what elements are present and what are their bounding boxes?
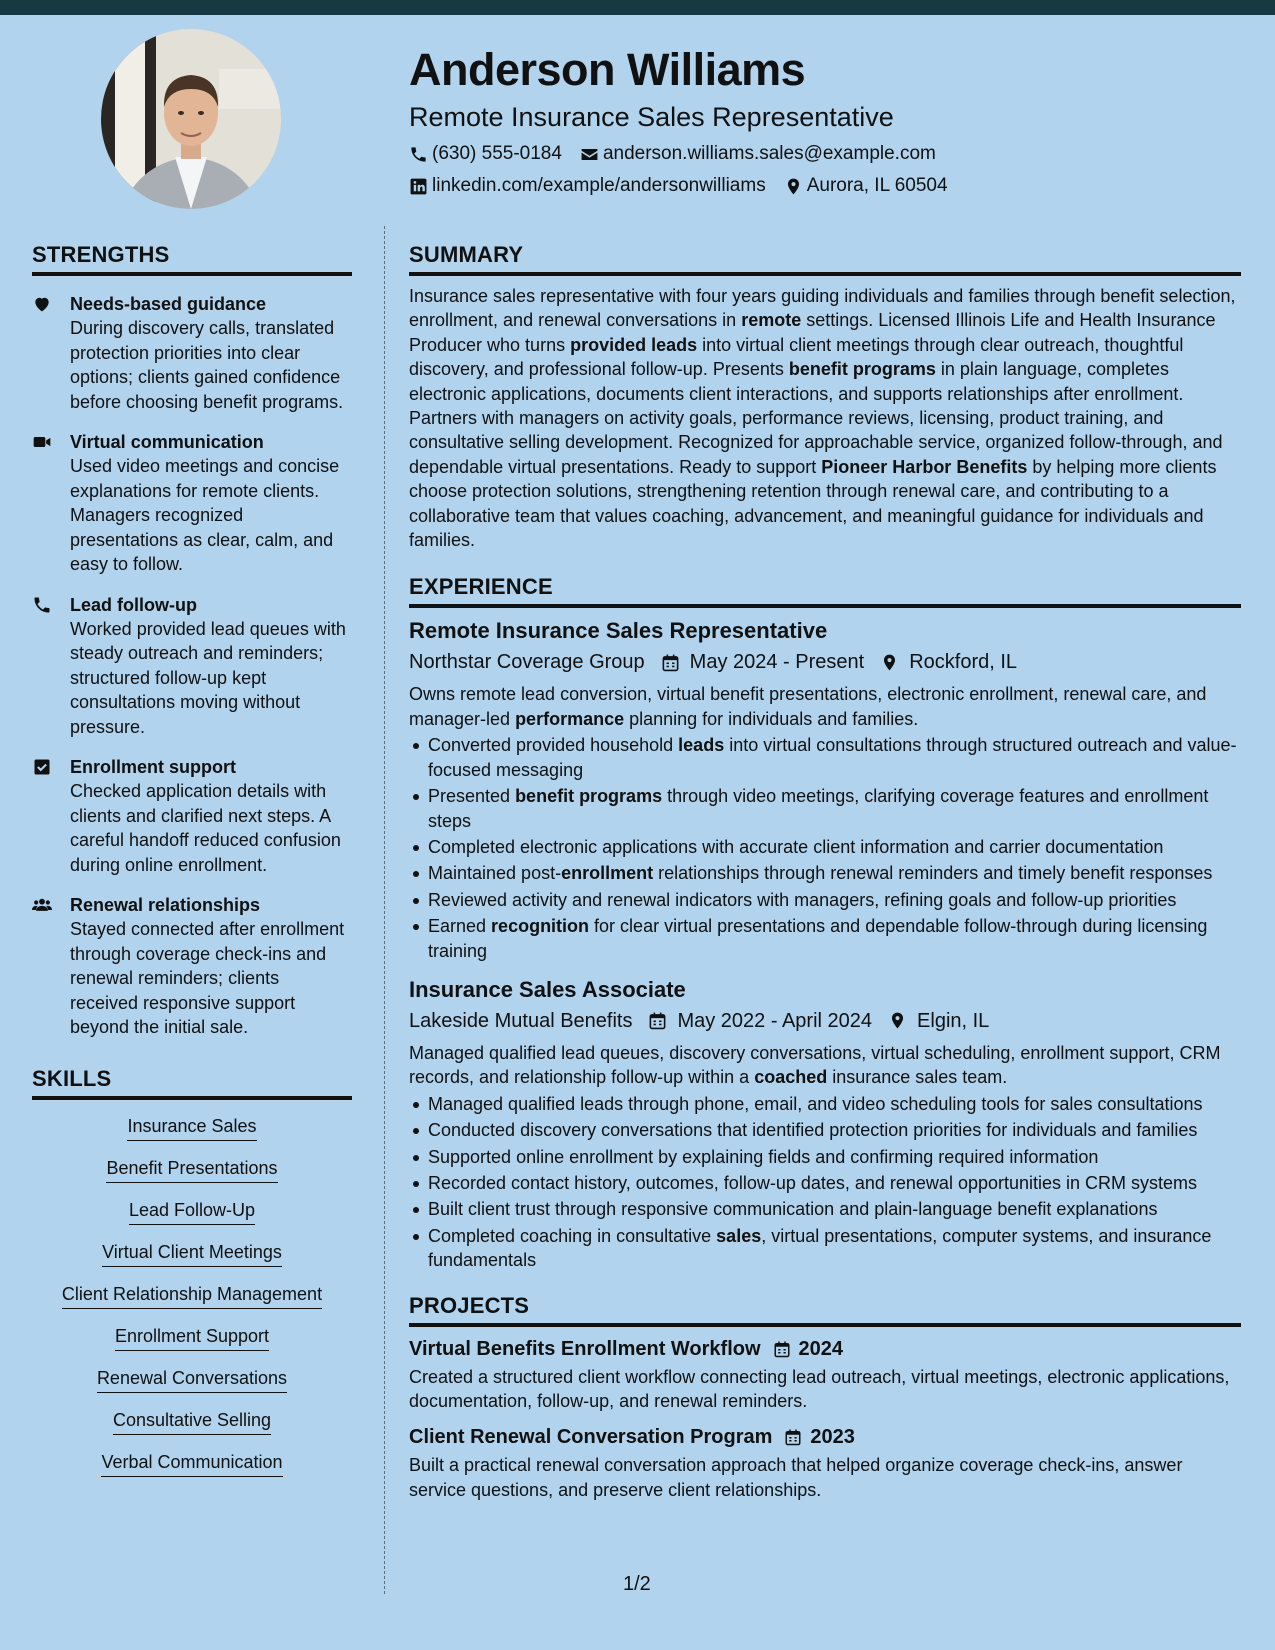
email-text: anderson.williams.sales@example.com	[602, 143, 936, 164]
job-title: Remote Insurance Sales Representative	[409, 618, 828, 644]
calendar-icon	[773, 1340, 791, 1358]
bullet-item: Recorded contact history, outcomes, follow-up dates, and renewal opportunities in CRM systems	[409, 1171, 1241, 1195]
phone-text: (630) 555-0184	[432, 143, 562, 164]
job-bullets	[409, 1092, 1241, 1273]
strength-desc: Worked provided lead queues with steady outreach and reminders; structured follow-up kept consultations moving without pressure.	[70, 618, 346, 737]
project-entry	[409, 1335, 1241, 1414]
bullet-item: Earned recognition for clear virtual presentations and dependable follow-through during licensing training	[409, 914, 1241, 963]
contact-phone[interactable]	[409, 142, 562, 166]
strength-desc: During discovery calls, translated protection priorities into clear options; clients gained confidence before choosing benefit programs.	[70, 318, 344, 412]
skill-item: Renewal Conversations	[97, 1366, 287, 1393]
skill-item: Insurance Sales	[127, 1114, 256, 1141]
calendar-icon	[661, 653, 680, 672]
users-icon	[32, 895, 52, 915]
project-header	[409, 1335, 1241, 1363]
experience-heading: EXPERIENCE	[409, 572, 1241, 608]
project-description: Created a structured client workflow connecting lead outreach, virtual meetings, electronic applications, documentation, follow-up, and renewal reminders.	[409, 1366, 1230, 1411]
contact-location	[784, 174, 948, 198]
phone-icon	[32, 595, 52, 615]
project-title: Virtual Benefits Enrollment Workflow	[409, 1337, 761, 1360]
project-title: Client Renewal Conversation Program	[409, 1426, 773, 1449]
bullet-item: Converted provided household leads into virtual consultations through structured outreach and value-focused messaging	[409, 733, 1241, 782]
map-pin-icon	[784, 177, 803, 196]
strength-desc: Used video meetings and concise explanations for remote clients. Managers recognized presentations as clear, calm, and easy to follow.	[70, 456, 340, 574]
contact-row-2	[409, 174, 1249, 198]
job-dates: May 2024 - Present	[661, 648, 865, 676]
job-company: Northstar Coverage Group	[409, 651, 645, 674]
bullet-item: Supported online enrollment by explaining fields and confirming required information	[409, 1145, 1241, 1169]
bullet-item: Presented benefit programs through video meetings, clarifying coverage features and enrollment steps	[409, 784, 1241, 833]
strength-item	[32, 893, 352, 1040]
strength-item	[32, 755, 352, 877]
resume-header	[409, 42, 1249, 198]
project-year: 2023	[810, 1426, 855, 1449]
skill-item: Verbal Communication	[101, 1450, 282, 1477]
strength-desc: Checked application details with clients and clarified next steps. A careful handoff reduced confusion during online enrollment.	[70, 781, 341, 875]
summary-text: Insurance sales representative with four years guiding individuals and families through benefit selection, enrollment, and renewal conversations in remote settings. Licensed Illinois Life and Health Insurance Producer who turns provided leads into virtual client meetings through clear outreach, thoughtful discovery, and professional follow-up. Presents benefit programs in plain language, completes electronic applications, documents client interactions, and supports relationships after enrollment. Partners with managers on activity goals, performance reviews, licensing, product training, and consultative selling development. Recognized for approachable service, organized follow-through, and dependable virtual presentations. Ready to support Pioneer Harbor Benefits by helping more clients choose protection solutions, strengthening retention through renewal care, and contributing to a collaborative team that values coaching, advancement, and meaningful guidance for individuals and families.	[409, 286, 1236, 551]
left-column	[32, 240, 352, 1477]
strength-title: Renewal relationships	[70, 895, 261, 915]
linkedin-icon	[409, 177, 428, 196]
job-meta	[409, 1007, 1241, 1035]
job-company: Lakeside Mutual Benefits	[409, 1009, 633, 1032]
strength-item	[32, 430, 352, 577]
top-accent-bar	[0, 0, 1275, 15]
envelope-icon	[580, 145, 599, 164]
bullet-item: Reviewed activity and renewal indicators with managers, refining goals and follow-up priorities	[409, 888, 1241, 912]
job-description: Managed qualified lead queues, discovery conversations, virtual scheduling, enrollment support, CRM records, and relationship follow-up within a coached insurance sales team.	[409, 1042, 1221, 1088]
job-meta	[409, 648, 1241, 676]
strength-title: Needs-based guidance	[70, 294, 267, 314]
strengths-heading: STRENGTHS	[32, 240, 352, 276]
bullet-item: Completed electronic applications with accurate client information and carrier documentation	[409, 835, 1241, 859]
skills-list	[32, 1108, 352, 1477]
location-text: Aurora, IL 60504	[806, 175, 948, 196]
skill-item: Consultative Selling	[113, 1408, 271, 1435]
linkedin-text: linkedin.com/example/andersonwilliams	[432, 175, 766, 196]
skill-item: Benefit Presentations	[106, 1156, 277, 1183]
contact-row-1	[409, 142, 1249, 166]
right-column	[409, 240, 1241, 1502]
bullet-item: Built client trust through responsive communication and plain-language benefit explanations	[409, 1197, 1241, 1221]
heart-icon	[32, 294, 52, 314]
strength-title: Lead follow-up	[70, 594, 197, 615]
bullet-item: Conducted discovery conversations that identified protection priorities for individuals and families	[409, 1118, 1241, 1142]
project-description: Built a practical renewal conversation approach that helped organize coverage check-ins, answer service questions, and preserve client relationships.	[409, 1455, 1183, 1500]
profile-photo	[101, 29, 281, 209]
strength-item	[32, 292, 352, 414]
skill-item: Virtual Client Meetings	[102, 1240, 282, 1267]
contact-linkedin[interactable]	[409, 174, 766, 198]
bullet-item: Managed qualified leads through phone, email, and video scheduling tools for sales consultations	[409, 1092, 1241, 1116]
job-entry	[409, 975, 1241, 1273]
skill-item: Client Relationship Management	[62, 1282, 322, 1309]
job-title: Insurance Sales Associate	[409, 976, 686, 1002]
project-entry	[409, 1423, 1241, 1502]
candidate-role: Remote Insurance Sales Representative	[409, 102, 894, 132]
bullet-item: Completed coaching in consultative sales, virtual presentations, computer systems, and insurance fundamentals	[409, 1224, 1241, 1273]
strength-item	[32, 593, 352, 740]
checkbox-icon	[32, 757, 52, 777]
phone-icon	[409, 145, 428, 164]
skill-item: Enrollment Support	[115, 1324, 269, 1351]
map-pin-icon	[880, 653, 899, 672]
job-dates: May 2022 - April 2024	[648, 1007, 872, 1035]
strength-title: Virtual communication	[70, 432, 264, 452]
strength-title: Enrollment support	[70, 757, 236, 777]
candidate-name: Anderson Williams	[409, 44, 806, 95]
summary-heading: SUMMARY	[409, 240, 1241, 276]
column-divider	[384, 226, 385, 1594]
strength-desc: Stayed connected after enrollment through coverage check-ins and renewal reminders; clients received responsive support beyond the initial sale.	[70, 919, 345, 1037]
project-header	[409, 1423, 1241, 1451]
project-year: 2024	[798, 1337, 844, 1360]
video-icon	[32, 432, 52, 452]
bullet-item: Maintained post-enrollment relationships through renewal reminders and timely benefit responses	[409, 861, 1241, 885]
page-number: 1/2	[623, 1573, 651, 1595]
projects-heading: PROJECTS	[409, 1291, 1241, 1327]
job-bullets	[409, 733, 1241, 963]
job-location: Rockford, IL	[880, 648, 1017, 676]
calendar-icon	[784, 1428, 802, 1446]
job-description: Owns remote lead conversion, virtual benefit presentations, electronic enrollment, renewal care, and manager-led performance planning for individuals and families.	[409, 684, 1207, 729]
calendar-icon	[648, 1011, 667, 1030]
map-pin-icon	[888, 1011, 907, 1030]
contact-email[interactable]	[580, 142, 936, 166]
skill-item: Lead Follow-Up	[129, 1198, 255, 1225]
job-location: Elgin, IL	[888, 1007, 989, 1035]
job-entry	[409, 616, 1241, 962]
skills-heading: SKILLS	[32, 1064, 352, 1100]
